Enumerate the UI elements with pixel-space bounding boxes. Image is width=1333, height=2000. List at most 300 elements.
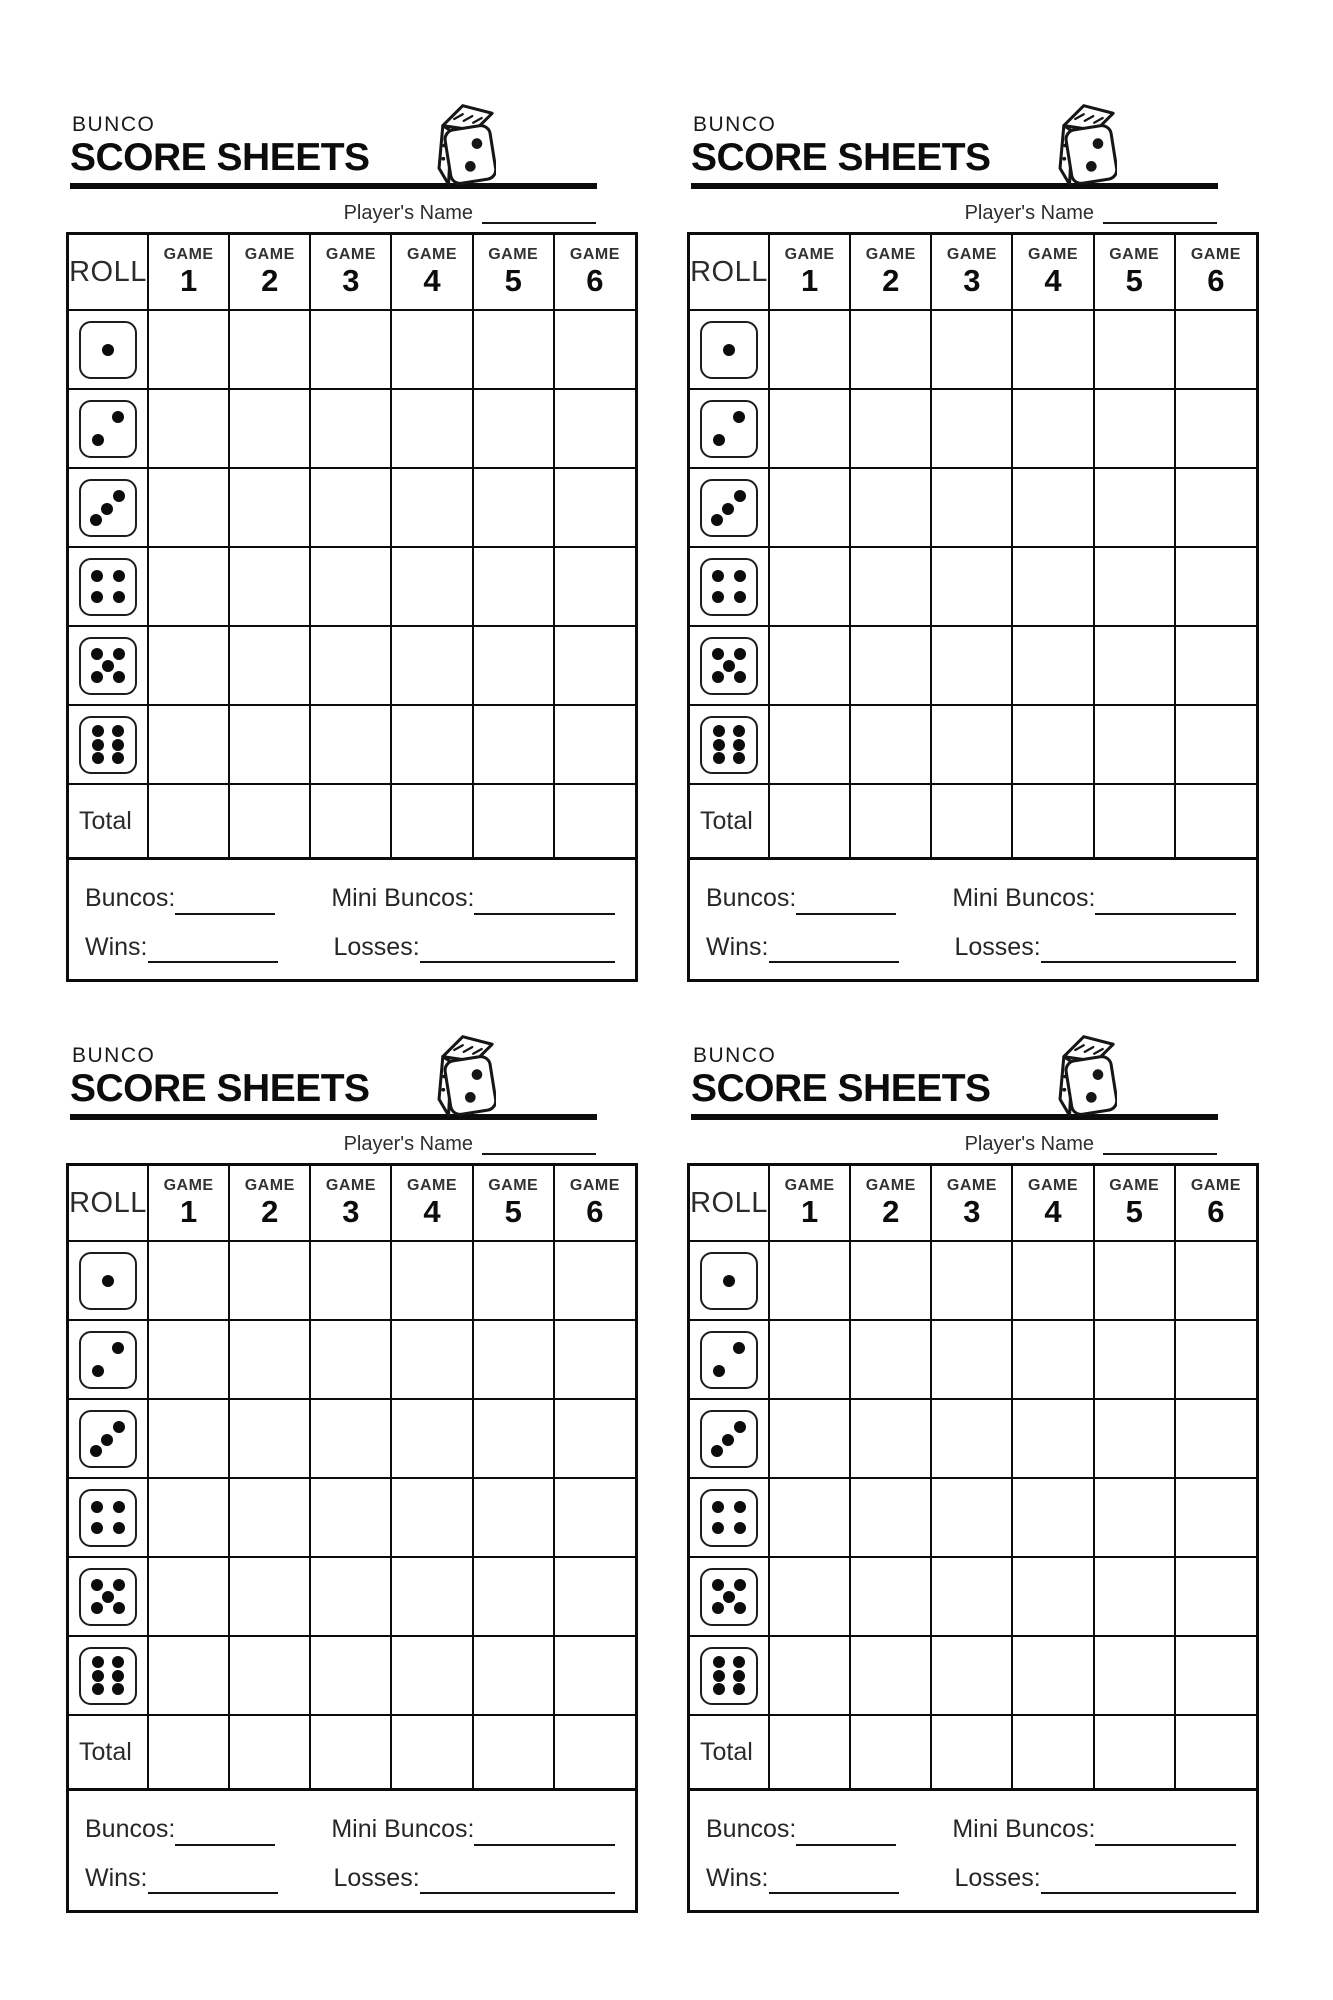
score-cell-game-5[interactable] (1094, 1399, 1175, 1478)
losses-label: Losses: (954, 1863, 1041, 1892)
die-pip (91, 1579, 103, 1591)
score-cell-game-3[interactable] (310, 1478, 391, 1557)
score-cell-game-3[interactable] (310, 1241, 391, 1320)
score-cell-game-3[interactable] (931, 310, 1012, 389)
die-cell (690, 468, 769, 547)
game-2-column-header (229, 1166, 310, 1241)
wins-row (706, 931, 1240, 964)
die-pip (113, 1602, 125, 1614)
die-pip (91, 648, 103, 660)
score-cell-game-2[interactable] (850, 310, 931, 389)
die-face-3-icon (79, 1410, 137, 1468)
score-cell-game-5[interactable] (473, 1320, 554, 1399)
die-pip (112, 411, 124, 423)
score-cell-game-3[interactable] (310, 705, 391, 784)
score-cell-game-2[interactable] (229, 626, 310, 705)
game-word-label: GAME (1190, 1177, 1241, 1195)
die-pip (112, 752, 124, 764)
die-face-1-icon (700, 321, 758, 379)
player-name-field[interactable] (482, 1150, 596, 1155)
total-label-cell (690, 784, 769, 857)
score-cell-game-5[interactable] (473, 1478, 554, 1557)
bunco-score-sheet (687, 114, 1259, 982)
score-cell-game-2[interactable] (229, 1241, 310, 1320)
score-cell-game-6[interactable] (1175, 705, 1256, 784)
score-cell-game-3[interactable] (931, 1636, 1012, 1715)
total-row (69, 1715, 635, 1788)
wins-field[interactable] (148, 1888, 278, 1894)
game-3-column-header (931, 1166, 1012, 1241)
game-number-label: 5 (1125, 263, 1143, 299)
score-cell-game-2[interactable] (229, 705, 310, 784)
score-cell-game-6[interactable] (554, 389, 635, 468)
player-name-row (66, 202, 596, 224)
die-pip (92, 1365, 104, 1377)
total-cell-game-4[interactable] (1012, 784, 1093, 857)
score-cell-game-5[interactable] (473, 389, 554, 468)
total-cell-game-6[interactable] (1175, 1715, 1256, 1788)
score-cell-game-1[interactable] (148, 389, 229, 468)
score-cell-game-1[interactable] (769, 547, 850, 626)
die-pip (112, 739, 124, 751)
score-cell-game-4[interactable] (1012, 1241, 1093, 1320)
die-pip (734, 570, 746, 582)
die-pip (713, 1365, 725, 1377)
score-cell-game-1[interactable] (769, 1478, 850, 1557)
score-cell-game-6[interactable] (1175, 1320, 1256, 1399)
die-pip (113, 648, 125, 660)
score-table (690, 1166, 1256, 1788)
die-pip (91, 1602, 103, 1614)
total-cell-game-2[interactable] (229, 784, 310, 857)
score-cell-game-3[interactable] (931, 389, 1012, 468)
score-cell-game-4[interactable] (391, 468, 472, 547)
score-cell-game-5[interactable] (473, 1399, 554, 1478)
player-name-row (66, 1133, 596, 1155)
score-cell-game-4[interactable] (1012, 626, 1093, 705)
die-pip (734, 490, 746, 502)
score-cell-game-2[interactable] (850, 705, 931, 784)
die-pip (712, 671, 724, 683)
score-cell-game-4[interactable] (391, 1399, 472, 1478)
score-cell-game-4[interactable] (391, 1320, 472, 1399)
score-cell-game-1[interactable] (769, 705, 850, 784)
buncos-field[interactable] (175, 909, 275, 915)
score-row-5 (69, 626, 635, 705)
game-number-label: 3 (342, 1194, 360, 1230)
score-cell-game-6[interactable] (1175, 626, 1256, 705)
score-row-4 (690, 547, 1256, 626)
die-pip (91, 570, 103, 582)
score-cell-game-5[interactable] (473, 1557, 554, 1636)
score-cell-game-1[interactable] (148, 547, 229, 626)
score-cell-game-5[interactable] (473, 1241, 554, 1320)
score-cell-game-4[interactable] (1012, 389, 1093, 468)
score-cell-game-3[interactable] (310, 626, 391, 705)
score-cell-game-6[interactable] (1175, 1241, 1256, 1320)
die-cell (69, 1399, 148, 1478)
score-cell-game-4[interactable] (1012, 1399, 1093, 1478)
die-pip (734, 1579, 746, 1591)
game-number-label: 3 (342, 263, 360, 299)
score-cell-game-6[interactable] (554, 468, 635, 547)
mini-buncos-field[interactable] (1095, 1840, 1236, 1846)
score-cell-game-6[interactable] (554, 1478, 635, 1557)
score-cell-game-3[interactable] (931, 1399, 1012, 1478)
score-cell-game-2[interactable] (229, 310, 310, 389)
score-cell-game-5[interactable] (1094, 1636, 1175, 1715)
score-cell-game-1[interactable] (769, 1241, 850, 1320)
score-cell-game-2[interactable] (229, 547, 310, 626)
score-cell-game-4[interactable] (391, 1636, 472, 1715)
score-cell-game-2[interactable] (850, 389, 931, 468)
game-1-column-header (148, 1166, 229, 1241)
score-cell-game-3[interactable] (931, 1320, 1012, 1399)
total-cell-game-1[interactable] (769, 1715, 850, 1788)
losses-field[interactable] (1041, 1888, 1236, 1894)
total-cell-game-4[interactable] (391, 784, 472, 857)
score-cell-game-2[interactable] (850, 1557, 931, 1636)
tally-footer (690, 1788, 1256, 1910)
die-face-6-icon (79, 1647, 137, 1705)
score-row-3 (69, 468, 635, 547)
score-cell-game-2[interactable] (229, 468, 310, 547)
score-cell-game-3[interactable] (931, 1557, 1012, 1636)
buncos-field[interactable] (175, 1840, 275, 1846)
score-cell-game-6[interactable] (1175, 1636, 1256, 1715)
score-cell-game-6[interactable] (554, 1241, 635, 1320)
mini-buncos-field[interactable] (474, 1840, 615, 1846)
score-cell-game-6[interactable] (1175, 389, 1256, 468)
score-cell-game-3[interactable] (310, 1399, 391, 1478)
score-cell-game-4[interactable] (1012, 1320, 1093, 1399)
total-cell-game-5[interactable] (473, 1715, 554, 1788)
die-pip (722, 503, 734, 515)
score-cell-game-2[interactable] (229, 389, 310, 468)
score-cell-game-5[interactable] (1094, 468, 1175, 547)
die-pip (734, 1602, 746, 1614)
score-row-6 (69, 1636, 635, 1715)
game-6-column-header (554, 235, 635, 310)
game-2-column-header (850, 1166, 931, 1241)
die-pip (712, 1501, 724, 1513)
score-cell-game-4[interactable] (391, 1241, 472, 1320)
score-cell-game-1[interactable] (148, 1399, 229, 1478)
die-pip (713, 752, 725, 764)
total-cell-game-6[interactable] (1175, 784, 1256, 857)
score-cell-game-5[interactable] (473, 1636, 554, 1715)
score-cell-game-4[interactable] (391, 389, 472, 468)
losses-field[interactable] (1041, 957, 1236, 963)
score-cell-game-5[interactable] (473, 705, 554, 784)
score-cell-game-5[interactable] (1094, 1557, 1175, 1636)
die-face-4-icon (700, 1489, 758, 1547)
title-underline (70, 1114, 597, 1120)
total-cell-game-5[interactable] (1094, 784, 1175, 857)
mini-buncos-field[interactable] (474, 909, 615, 915)
roll-column-header: ROLL (69, 1166, 148, 1241)
score-cell-game-4[interactable] (1012, 1478, 1093, 1557)
die-pip (734, 591, 746, 603)
die-pip (92, 739, 104, 751)
score-cell-game-1[interactable] (148, 705, 229, 784)
score-cell-game-5[interactable] (1094, 310, 1175, 389)
score-cell-game-2[interactable] (229, 1320, 310, 1399)
score-cell-game-1[interactable] (769, 468, 850, 547)
score-cell-game-4[interactable] (1012, 1636, 1093, 1715)
game-number-label: 2 (261, 263, 279, 299)
total-cell-game-1[interactable] (148, 1715, 229, 1788)
score-cell-game-6[interactable] (554, 1636, 635, 1715)
score-cell-game-4[interactable] (391, 1478, 472, 1557)
buncos-row (85, 1813, 619, 1846)
buncos-row (706, 1813, 1240, 1846)
score-row-4 (690, 1478, 1256, 1557)
die-face-2-icon (700, 400, 758, 458)
score-cell-game-1[interactable] (148, 310, 229, 389)
total-cell-game-2[interactable] (850, 1715, 931, 1788)
losses-label: Losses: (954, 932, 1041, 961)
mini-buncos-field[interactable] (1095, 909, 1236, 915)
wins-field[interactable] (769, 957, 899, 963)
wins-field[interactable] (148, 957, 278, 963)
score-row-3 (690, 1399, 1256, 1478)
score-cell-game-5[interactable] (1094, 389, 1175, 468)
total-cell-game-2[interactable] (850, 784, 931, 857)
roll-column-header: ROLL (690, 1166, 769, 1241)
die-pip (113, 570, 125, 582)
buncos-field[interactable] (796, 909, 896, 915)
sheet-title: SCORE SHEETS (691, 1067, 991, 1110)
wins-field[interactable] (769, 1888, 899, 1894)
score-cell-game-6[interactable] (1175, 1478, 1256, 1557)
score-cell-game-3[interactable] (310, 389, 391, 468)
score-cell-game-3[interactable] (310, 1557, 391, 1636)
total-label-cell (690, 1715, 769, 1788)
score-cell-game-5[interactable] (1094, 547, 1175, 626)
die-pip (734, 648, 746, 660)
game-word-label: GAME (163, 246, 214, 264)
score-cell-game-2[interactable] (229, 1478, 310, 1557)
die-pip (723, 1591, 735, 1603)
score-cell-game-2[interactable] (850, 547, 931, 626)
die-face-6-icon (700, 1647, 758, 1705)
die-pip (713, 725, 725, 737)
die-cell (690, 705, 769, 784)
die-pip (102, 344, 114, 356)
score-cell-game-4[interactable] (1012, 547, 1093, 626)
score-cell-game-5[interactable] (1094, 705, 1175, 784)
wins-row (85, 931, 619, 964)
score-cell-game-6[interactable] (554, 626, 635, 705)
die-face-2-icon (700, 1331, 758, 1389)
game-number-label: 4 (1044, 263, 1062, 299)
score-cell-game-1[interactable] (148, 1478, 229, 1557)
die-cell (690, 389, 769, 468)
total-cell-game-3[interactable] (310, 1715, 391, 1788)
score-cell-game-6[interactable] (554, 547, 635, 626)
score-cell-game-2[interactable] (850, 626, 931, 705)
die-pip (91, 591, 103, 603)
score-cell-game-6[interactable] (1175, 547, 1256, 626)
score-cell-game-1[interactable] (769, 1557, 850, 1636)
score-cell-game-4[interactable] (1012, 1557, 1093, 1636)
score-cell-game-3[interactable] (310, 310, 391, 389)
score-cell-game-3[interactable] (310, 468, 391, 547)
total-cell-game-5[interactable] (473, 784, 554, 857)
score-cell-game-3[interactable] (310, 1636, 391, 1715)
score-cell-game-3[interactable] (931, 626, 1012, 705)
score-cell-game-2[interactable] (229, 1399, 310, 1478)
total-label: Total (79, 806, 132, 835)
total-cell-game-3[interactable] (931, 784, 1012, 857)
total-cell-game-1[interactable] (148, 784, 229, 857)
score-cell-game-4[interactable] (391, 1557, 472, 1636)
total-cell-game-6[interactable] (554, 1715, 635, 1788)
score-cell-game-5[interactable] (1094, 1320, 1175, 1399)
die-face-2-icon (79, 1331, 137, 1389)
losses-field[interactable] (420, 1888, 615, 1894)
score-cell-game-6[interactable] (1175, 1557, 1256, 1636)
player-name-field[interactable] (482, 219, 596, 224)
score-cell-game-6[interactable] (1175, 1399, 1256, 1478)
game-6-column-header (554, 1166, 635, 1241)
wins-label: Wins: (706, 1863, 769, 1892)
die-pip (733, 1683, 745, 1695)
score-row-1 (690, 1241, 1256, 1320)
die-pip (101, 503, 113, 515)
score-cell-game-6[interactable] (554, 1399, 635, 1478)
score-cell-game-4[interactable] (391, 310, 472, 389)
tilted-die-logo-icon (420, 1031, 496, 1122)
score-cell-game-5[interactable] (1094, 1241, 1175, 1320)
bunco-score-sheet (66, 114, 638, 982)
score-cell-game-1[interactable] (769, 389, 850, 468)
score-cell-game-4[interactable] (391, 547, 472, 626)
score-cell-game-4[interactable] (391, 705, 472, 784)
score-cell-game-5[interactable] (1094, 1478, 1175, 1557)
score-cell-game-2[interactable] (850, 1636, 931, 1715)
score-cell-game-6[interactable] (554, 310, 635, 389)
score-cell-game-5[interactable] (1094, 626, 1175, 705)
game-word-label: GAME (163, 1177, 214, 1195)
player-name-field[interactable] (1103, 1150, 1217, 1155)
buncos-field[interactable] (796, 1840, 896, 1846)
score-cell-game-1[interactable] (769, 1636, 850, 1715)
die-pip (712, 1602, 724, 1614)
title-underline (70, 183, 597, 189)
score-row-6 (690, 1636, 1256, 1715)
game-6-column-header (1175, 235, 1256, 310)
die-pip (713, 1670, 725, 1682)
die-cell (690, 1241, 769, 1320)
score-cell-game-3[interactable] (931, 705, 1012, 784)
score-cell-game-1[interactable] (769, 1399, 850, 1478)
tilted-die-logo-icon (1041, 100, 1117, 191)
score-cell-game-2[interactable] (850, 1241, 931, 1320)
die-pip (112, 1683, 124, 1695)
player-name-field[interactable] (1103, 219, 1217, 224)
score-cell-game-5[interactable] (473, 468, 554, 547)
score-cell-game-1[interactable] (148, 1557, 229, 1636)
mini-buncos-label: Mini Buncos: (952, 1815, 1096, 1843)
buncos-label: Buncos: (706, 884, 797, 912)
total-cell-game-4[interactable] (391, 1715, 472, 1788)
score-cell-game-1[interactable] (148, 1320, 229, 1399)
score-cell-game-5[interactable] (473, 547, 554, 626)
score-cell-game-4[interactable] (1012, 310, 1093, 389)
die-face-1-icon (700, 1252, 758, 1310)
die-pip (733, 1342, 745, 1354)
score-cell-game-2[interactable] (229, 1636, 310, 1715)
score-cell-game-2[interactable] (850, 468, 931, 547)
total-cell-game-3[interactable] (310, 784, 391, 857)
game-number-label: 4 (1044, 1194, 1062, 1230)
score-cell-game-6[interactable] (554, 1320, 635, 1399)
score-cell-game-4[interactable] (391, 626, 472, 705)
score-cell-game-1[interactable] (148, 468, 229, 547)
die-pip (722, 1434, 734, 1446)
score-cell-game-3[interactable] (931, 1478, 1012, 1557)
total-cell-game-5[interactable] (1094, 1715, 1175, 1788)
die-pip (733, 739, 745, 751)
die-pip (712, 591, 724, 603)
mini-buncos-label: Mini Buncos: (331, 1815, 475, 1843)
score-cell-game-4[interactable] (1012, 705, 1093, 784)
total-label: Total (700, 806, 753, 835)
score-row-5 (69, 1557, 635, 1636)
die-face-3-icon (79, 479, 137, 537)
score-cell-game-6[interactable] (554, 1557, 635, 1636)
die-pip (734, 1522, 746, 1534)
score-cell-game-1[interactable] (148, 1241, 229, 1320)
game-number-label: 4 (423, 263, 441, 299)
score-cell-game-1[interactable] (769, 310, 850, 389)
score-cell-game-1[interactable] (148, 626, 229, 705)
tally-footer (690, 857, 1256, 979)
score-cell-game-4[interactable] (1012, 468, 1093, 547)
score-cell-game-2[interactable] (850, 1478, 931, 1557)
score-cell-game-3[interactable] (931, 547, 1012, 626)
total-cell-game-1[interactable] (769, 784, 850, 857)
score-cell-game-6[interactable] (554, 705, 635, 784)
score-cell-game-6[interactable] (1175, 468, 1256, 547)
score-cell-game-1[interactable] (769, 626, 850, 705)
score-cell-game-3[interactable] (931, 1241, 1012, 1320)
total-cell-game-2[interactable] (229, 1715, 310, 1788)
die-pip (733, 725, 745, 737)
score-row-2 (69, 1320, 635, 1399)
score-cell-game-6[interactable] (1175, 310, 1256, 389)
player-name-label: Player's Name (343, 1133, 473, 1155)
die-pip (733, 1656, 745, 1668)
score-cell-game-1[interactable] (769, 1320, 850, 1399)
losses-field[interactable] (420, 957, 615, 963)
brand-label: BUNCO (693, 113, 777, 136)
score-cell-game-5[interactable] (473, 626, 554, 705)
score-cell-game-2[interactable] (229, 1557, 310, 1636)
total-cell-game-4[interactable] (1012, 1715, 1093, 1788)
score-cell-game-2[interactable] (850, 1320, 931, 1399)
score-cell-game-5[interactable] (473, 310, 554, 389)
score-cell-game-2[interactable] (850, 1399, 931, 1478)
total-cell-game-3[interactable] (931, 1715, 1012, 1788)
score-cell-game-3[interactable] (931, 468, 1012, 547)
score-cell-game-3[interactable] (310, 1320, 391, 1399)
total-cell-game-6[interactable] (554, 784, 635, 857)
score-cell-game-3[interactable] (310, 547, 391, 626)
score-cell-game-1[interactable] (148, 1636, 229, 1715)
